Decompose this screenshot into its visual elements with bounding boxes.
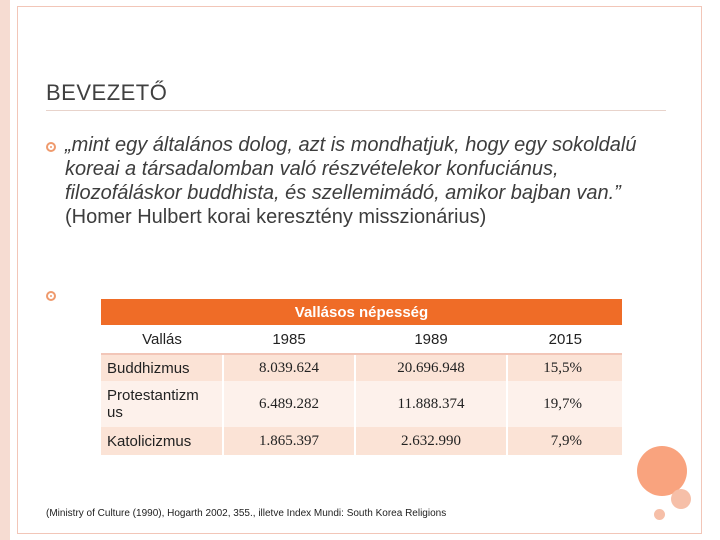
decorative-circle-small: [654, 509, 665, 520]
table-row: [101, 354, 622, 381]
religion-cell: Buddhizmus: [101, 354, 223, 381]
bullet-icon: [46, 142, 56, 152]
table-header-row: [101, 325, 622, 354]
decorative-circle-medium: [671, 489, 691, 509]
religion-cell: Katolicizmus: [101, 427, 223, 455]
religion-table: [101, 299, 622, 455]
value-cell: 19,7%: [507, 381, 622, 427]
value-cell: 20.696.948: [355, 354, 507, 381]
frame-line-right: [701, 6, 702, 534]
column-header: 2015: [507, 325, 622, 354]
religion-cell: Protestantizm us: [101, 381, 223, 427]
value-cell: 11.888.374: [355, 381, 507, 427]
value-cell: 7,9%: [507, 427, 622, 455]
slide-title: BEVEZETŐ: [46, 80, 168, 105]
quote-text: „mint egy általános dolog, azt is mondhatjuk, hogy egy sokoldalú koreai a társadalomban való részvételekor konfuciánus, filozofáláskor buddhista, és szellemimádó, amikor bajban van.”: [65, 134, 637, 204]
column-header: 1985: [223, 325, 355, 354]
title-divider: [46, 110, 666, 111]
value-cell: 6.489.282: [223, 381, 355, 427]
table-row: [101, 381, 622, 427]
quote-paragraph: [65, 133, 645, 229]
frame-line-top: [17, 6, 701, 7]
value-cell: 1.865.397: [223, 427, 355, 455]
frame-line-bottom: [17, 533, 701, 534]
value-cell: 8.039.624: [223, 354, 355, 381]
column-header: 1989: [355, 325, 507, 354]
slide-frame-bar: [0, 0, 10, 540]
table-title: Vallásos népesség: [101, 299, 622, 325]
quote-attribution: (Homer Hulbert korai keresztény misszionárius): [65, 206, 487, 228]
column-header: Vallás: [101, 325, 223, 354]
bullet-icon: [46, 291, 56, 301]
source-citation: (Ministry of Culture (1990), Hogarth 2002, 355., illetve Index Mundi: South Korea Religions: [46, 508, 447, 519]
value-cell: 2.632.990: [355, 427, 507, 455]
frame-line-left: [17, 6, 18, 534]
value-cell: 15,5%: [507, 354, 622, 381]
table-row: [101, 427, 622, 455]
